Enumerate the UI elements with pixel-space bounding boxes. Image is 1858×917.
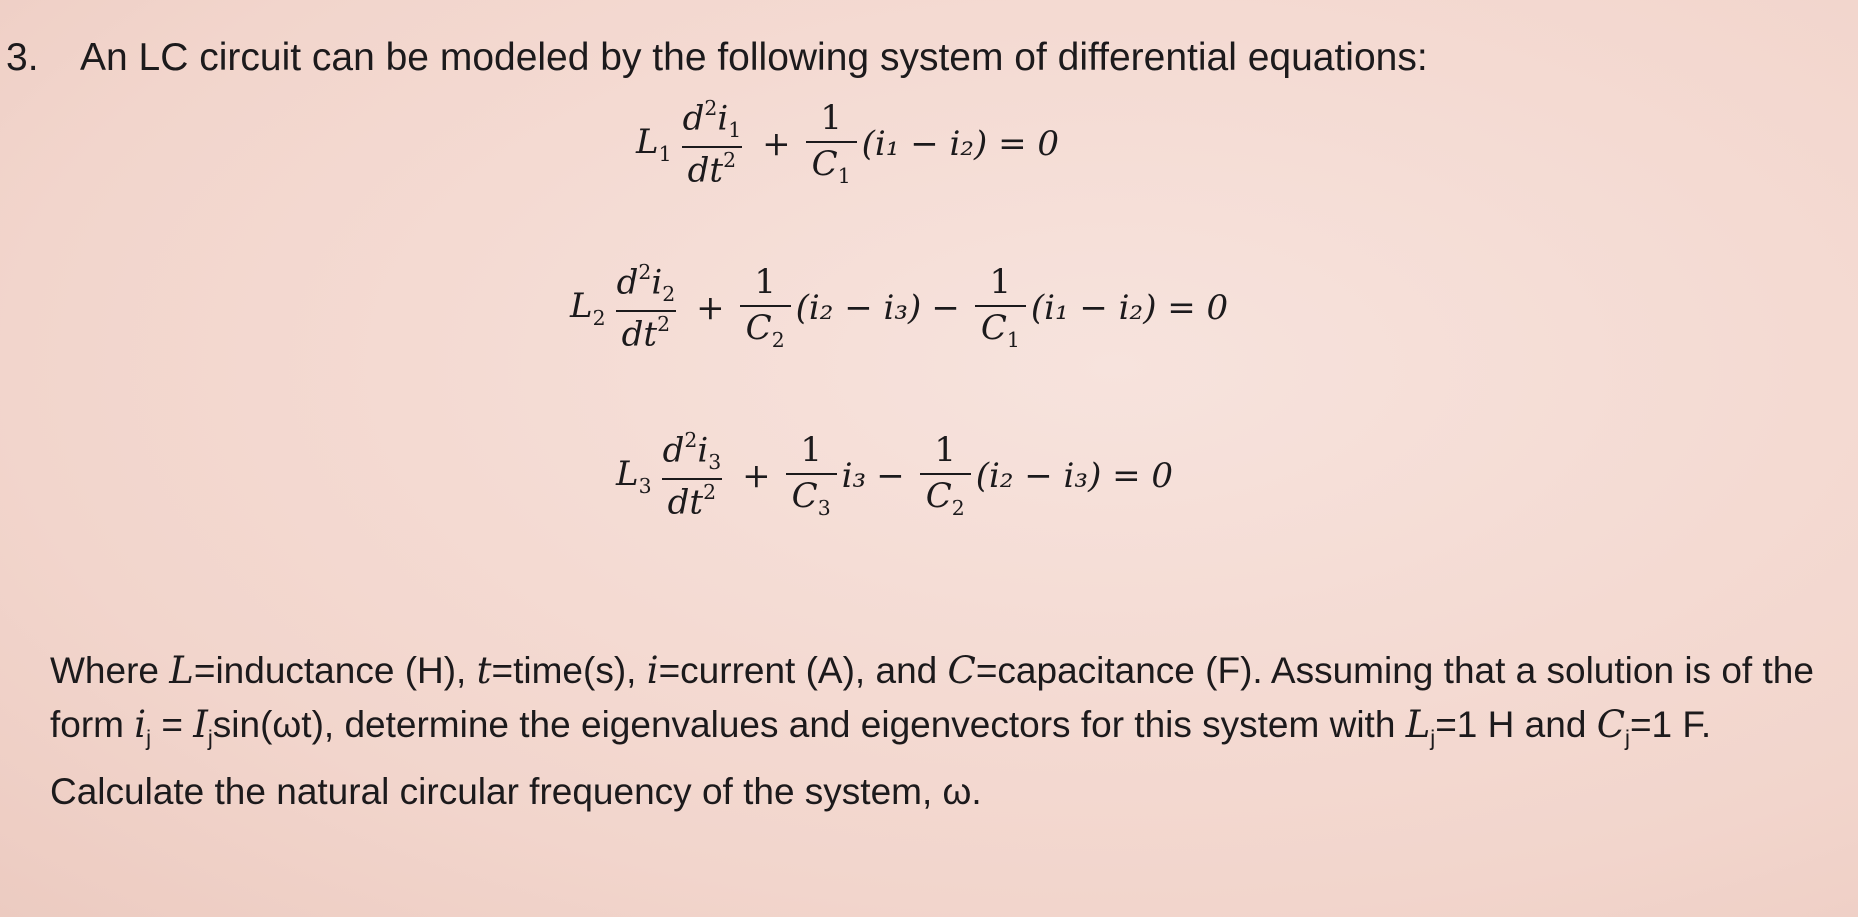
- equation-term: (i₂ − i₃): [795, 288, 922, 329]
- capacitance-fraction: $\frac{1}{C_3}$: [786, 433, 837, 519]
- inductance-symbol: $L_3$: [616, 454, 652, 499]
- minus-operator: −: [931, 288, 960, 329]
- problem-paragraph: Where L=inductance (H), t=time(s), i=current (A), and C=capacitance (F). Assuming that a solution is of the form $i_j = I_j\sin(\omega t)$, determine the eigenvalues and eigenvectors for this system with $L_j=1$ H and $C_j=1$ F. Calculate the natural circular frequency of the system, ω.: [50, 649, 1814, 813]
- equation-term: (i₂ − i₃) = 0: [975, 456, 1174, 497]
- second-derivative-fraction: $\frac{d^2i_1}{dt^2}$: [682, 95, 742, 190]
- inductance-symbol: $L_1$: [636, 122, 672, 167]
- second-derivative-fraction: $\frac{d^2i_3}{dt^2}$: [662, 427, 722, 522]
- equation-2: [570, 259, 1229, 354]
- equation-1: [636, 95, 1060, 190]
- inductance-symbol: $L_2$: [570, 286, 606, 331]
- second-derivative-fraction: $\frac{d^2i_2}{dt^2}$: [616, 259, 676, 354]
- minus-operator: −: [876, 456, 905, 497]
- equation-term: i₃: [841, 456, 867, 497]
- equation-term: (i₁ − i₂) = 0: [861, 124, 1060, 165]
- question-number: 3.: [6, 36, 39, 79]
- capacitance-fraction: $\frac{1}{C_2}$: [740, 265, 791, 351]
- capacitance-fraction: $\frac{1}{C_1}$: [975, 265, 1026, 351]
- plus-operator: +: [762, 124, 791, 165]
- capacitance-fraction: $\frac{1}{C_2}$: [920, 433, 971, 519]
- capacitance-fraction: $\frac{1}{C_1}$: [806, 101, 857, 187]
- plus-operator: +: [696, 288, 725, 329]
- equation-3: [616, 427, 1174, 522]
- equation-term: (i₁ − i₂) = 0: [1030, 288, 1229, 329]
- plus-operator: +: [742, 456, 771, 497]
- question-intro: An LC circuit can be modeled by the following system of differential equations:: [80, 36, 1428, 79]
